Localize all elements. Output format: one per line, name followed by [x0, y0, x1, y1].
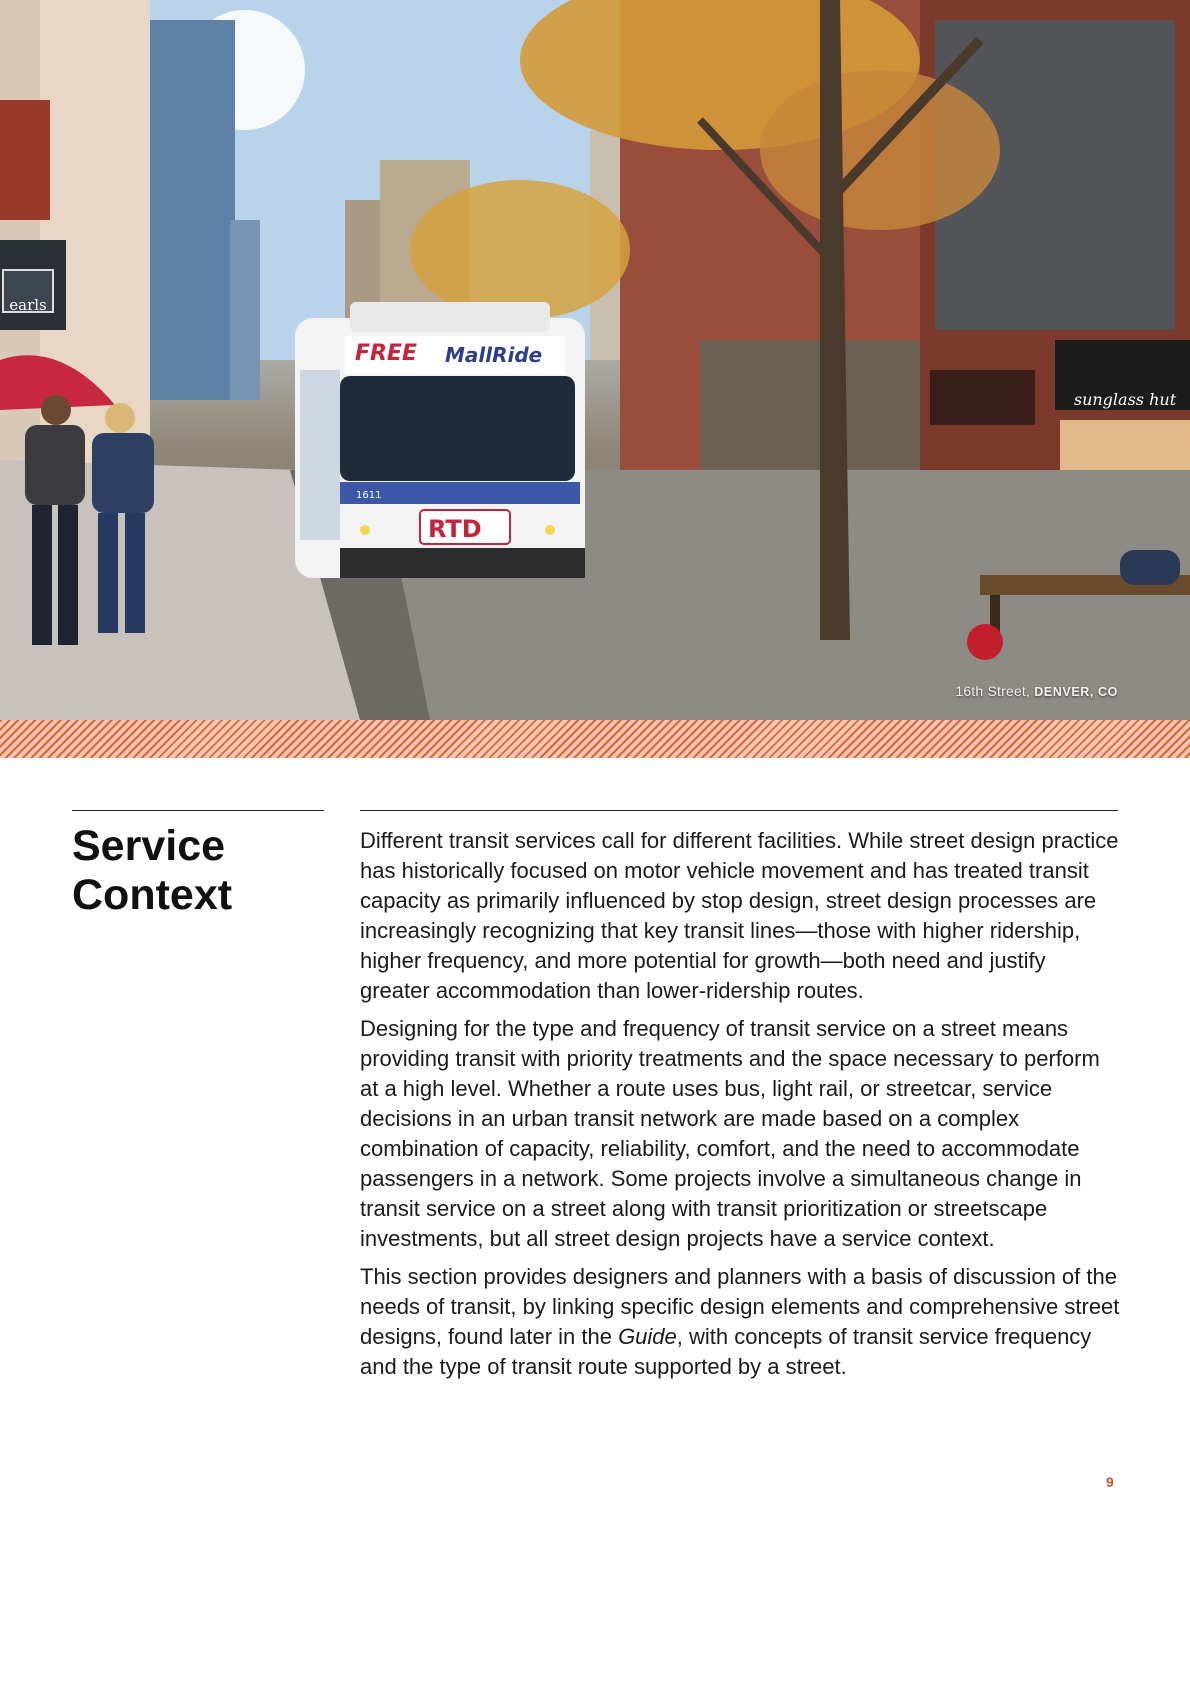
paragraph-3: [360, 1262, 1120, 1382]
earls-sign: earls: [9, 296, 47, 314]
paragraph-1: Different transit services call for different facilities. While street design practice has historically focused on motor vehicle movement and has treated transit capacity as primarily influenced by stop design, street design processes are increasingly recognizing that key transit lines—those with higher ridership, higher frequency, and more potential for growth—both need and justify greater accommodation than lower-ridership routes.: [360, 828, 1119, 1003]
sunglass-hut-sign: sunglass hut: [1073, 390, 1177, 409]
body-rule: [360, 810, 1118, 811]
bus-route-label: MallRide: [445, 343, 543, 367]
title-rule: [72, 810, 324, 811]
section-title: Service Context: [72, 822, 233, 919]
photo-caption-street: 16th Street,: [955, 683, 1031, 699]
hero-photo: [0, 0, 1190, 720]
photo-caption-city: DENVER, CO: [1034, 685, 1118, 699]
bus-fleet-number: 1611: [356, 490, 382, 501]
accent-stripe-band: [0, 720, 1190, 758]
body-text: [360, 826, 1120, 1390]
paragraph-2: Designing for the type and frequency of transit service on a street means providing transit with priority treatments and the space necessary to perform at a high level. Whether a route uses bus, light rail, or streetcar, service decisions in an urban transit network are made based on a complex combination of capacity, reliability, comfort, and the need to accommodate passengers in a network. Some projects involve a simultaneous change in transit service on a street along with transit prioritization or streetscape investments, but all street design projects have a service context.: [360, 1016, 1100, 1251]
street-scene-illustration: [0, 0, 1190, 720]
paragraph-3-tail: , with concepts of transit service frequency and the type of transit route supported by a street.: [360, 1324, 1092, 1379]
page-number: 9: [1106, 1474, 1114, 1490]
photo-caption: [955, 683, 1118, 699]
bus-rtd-logo: RTD: [428, 515, 482, 543]
bus-free-label: FREE: [355, 341, 418, 366]
guide-title-italic: Guide: [618, 1324, 677, 1349]
bus: [295, 302, 585, 578]
paragraph-3-lead: This section provides designers and planners with a basis of discussion of the needs of transit, by linking specific design elements and comprehensive street designs, found later in the: [360, 1264, 1120, 1349]
